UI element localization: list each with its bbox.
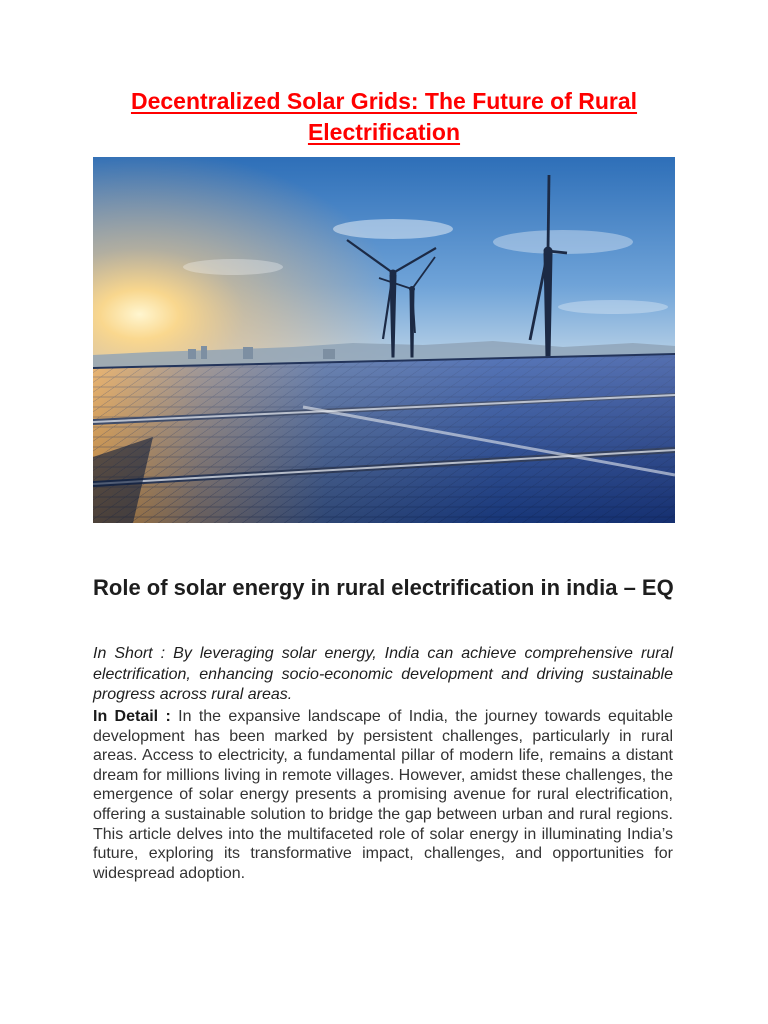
solar-wind-photo bbox=[93, 157, 675, 523]
section-heading: Role of solar energy in rural electrification in india – EQ bbox=[93, 575, 674, 600]
in-detail-paragraph bbox=[93, 707, 673, 883]
in-short-paragraph: In Short : By leveraging solar energy, India can achieve comprehensive rural electrification, enhancing socio-economic development and driving sustainable progress across rural areas. bbox=[93, 645, 673, 703]
in-detail-label: In Detail : bbox=[93, 708, 171, 725]
document-title[interactable]: Decentralized Solar Grids: The Future of Rural Electrification bbox=[130, 88, 638, 145]
in-detail-text: In the expansive landscape of India, the journey towards equitable development has been marked by persistent challenges, particularly in rural areas. Access to electricity, a fundamental pillar of modern life, remains a distant dream for millions living in remote villages. However, amidst these challenges, the emergence of solar energy presents a promising avenue for rural electrification, offering a sustainable solution to bridge the gap between urban and rural regions. This article delves into the multifaceted role of solar energy in illuminating India’s future, exploring its transformative impact, challenges, and opportunities for widespread adoption. bbox=[93, 708, 673, 882]
